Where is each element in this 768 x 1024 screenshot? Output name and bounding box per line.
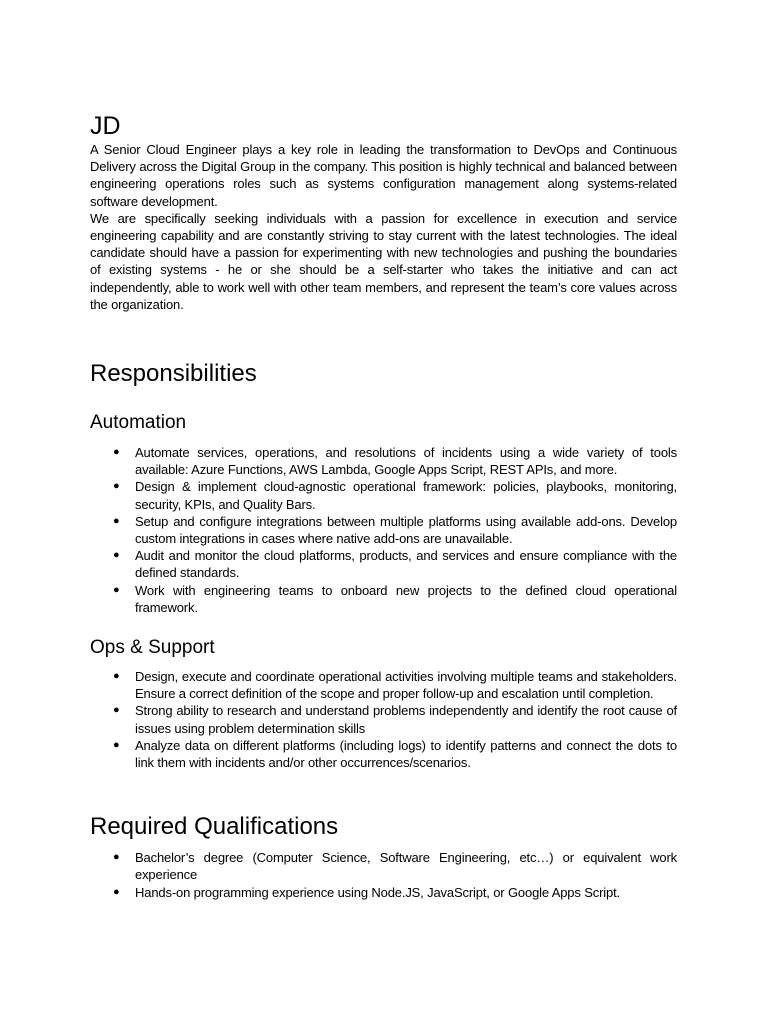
list-item xyxy=(90,547,677,581)
jd-paragraph-2: We are specifically seeking individuals with a passion for excellence in execution and service engineering capability and are constantly striving to stay current with the latest technologies. The ideal candidate should have a passion for experimenting with new technologies and pushing the boundaries of existing systems - he or she should be a self-starter who takes the initiative and can act independently, able to work well with other team members, and represent the team’s core values across the organization. xyxy=(90,210,677,312)
list-item-text: Analyze data on different platforms (including logs) to identify patterns and connect the dots to link them with incidents and/or other occurrences/scenarios. xyxy=(135,737,677,771)
list-item-text: Setup and configure integrations between multiple platforms using available add-ons. Develop custom integrations in cases where native add-ons are unavailable. xyxy=(135,513,677,547)
automation-heading: Automation xyxy=(90,412,187,434)
list-item-text: Work with engineering teams to onboard new projects to the defined cloud operational framework. xyxy=(135,582,677,615)
bullet-icon: ● xyxy=(113,738,120,751)
list-item xyxy=(90,849,677,883)
qualifications-list xyxy=(90,849,677,901)
jd-heading: JD xyxy=(90,112,121,140)
list-item-text: Strong ability to research and understand problems independently and identify the root cause of issues using problem determination skills xyxy=(135,703,677,736)
jd-paragraph-1: A Senior Cloud Engineer plays a key role in leading the transformation to DevOps and Continuous Delivery across the Digital Group in the company. This position is highly technical and balanced between engineering operations roles such as systems configuration management along systems-related software development. xyxy=(90,142,677,209)
bullet-icon: ● xyxy=(113,480,120,493)
list-item xyxy=(90,444,677,478)
bullet-icon: ● xyxy=(113,704,120,717)
list-item xyxy=(90,884,677,901)
responsibilities-heading: Responsibilities xyxy=(90,360,257,388)
bullet-icon: ● xyxy=(113,851,120,864)
bullet-icon: ● xyxy=(113,446,120,459)
list-item-text: Audit and monitor the cloud platforms, products, and services and ensure compliance with the defined standards. xyxy=(135,548,677,581)
list-item-text: Bachelor’s degree (Computer Science, Software Engineering, etc…) or equivalent work experience xyxy=(135,850,677,883)
list-item-text: Hands-on programming experience using Node.JS, JavaScript, or Google Apps Script. xyxy=(135,884,620,900)
bullet-icon: ● xyxy=(113,514,120,527)
list-item xyxy=(90,668,677,702)
bullet-icon: ● xyxy=(113,583,120,596)
ops-support-heading: Ops & Support xyxy=(90,637,215,659)
ops-support-list xyxy=(90,668,677,771)
list-item xyxy=(90,582,677,616)
bullet-icon: ● xyxy=(113,885,120,898)
qualifications-heading: Required Qualifications xyxy=(90,813,339,841)
bullet-icon: ● xyxy=(113,549,120,562)
list-item xyxy=(90,737,677,771)
document-content xyxy=(90,111,677,901)
list-item-text: Design & implement cloud-agnostic operational framework: policies, playbooks, monitoring, security, KPIs, and Quality Bars. xyxy=(135,479,677,512)
list-item xyxy=(90,478,677,512)
automation-list xyxy=(90,444,677,616)
list-item-text: Automate services, operations, and resolutions of incidents using a wide variety of tools available: Azure Functions, AWS Lambda, Google Apps Script, REST APIs, and more. xyxy=(135,445,677,478)
list-item xyxy=(90,702,677,736)
list-item xyxy=(90,513,677,547)
bullet-icon: ● xyxy=(113,670,120,683)
list-item-text: Design, execute and coordinate operational activities involving multiple teams and stakeholders. Ensure a correct definition of the scope and proper follow-up and escalation until completion. xyxy=(135,669,677,702)
